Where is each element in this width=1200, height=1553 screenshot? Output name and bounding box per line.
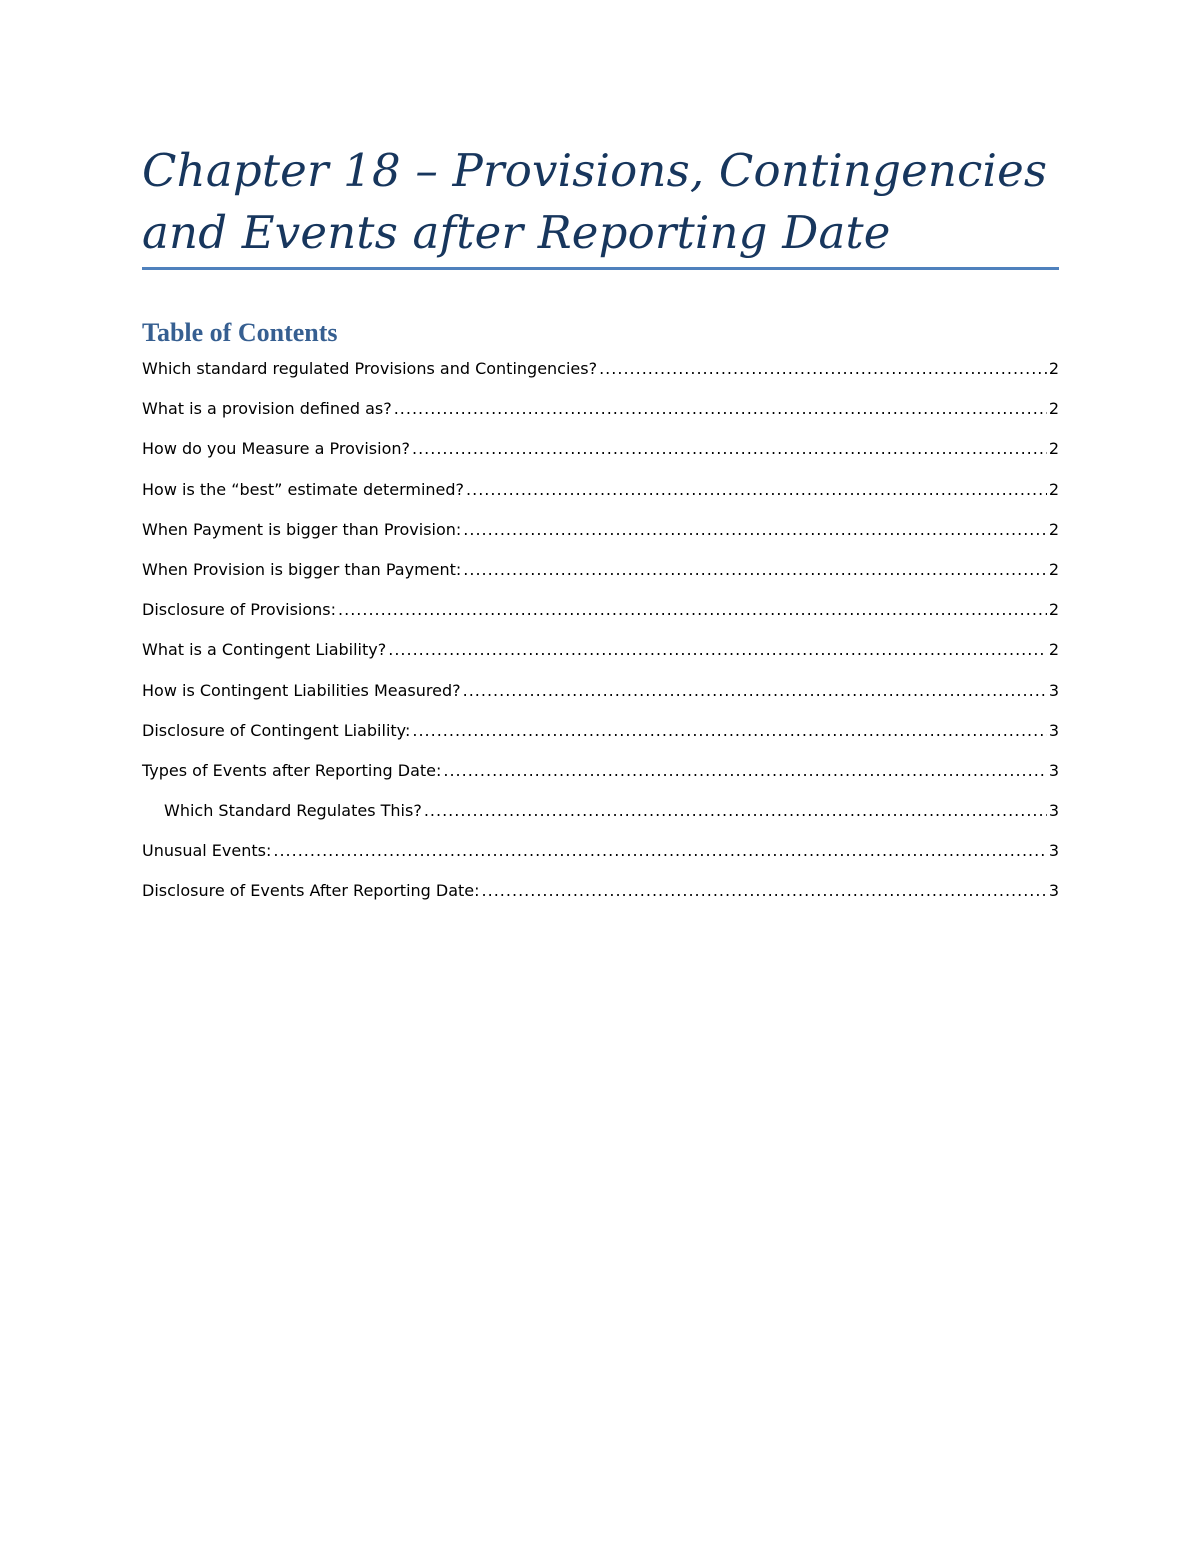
toc-heading: Table of Contents bbox=[142, 318, 338, 347]
toc-page-number: 2 bbox=[1048, 439, 1059, 459]
toc-dot-leader bbox=[394, 394, 1047, 424]
toc-page-number: 3 bbox=[1048, 760, 1059, 780]
toc-entry-text: Which standard regulated Provisions and Contingencies? bbox=[142, 359, 598, 378]
toc-entry[interactable] bbox=[142, 756, 1059, 796]
toc-entry[interactable] bbox=[142, 836, 1059, 876]
toc-entry-text: Disclosure of Provisions: bbox=[142, 600, 337, 620]
toc-dot-leader bbox=[466, 475, 1047, 505]
toc-entry[interactable] bbox=[142, 635, 1059, 675]
toc-entry-text: How do you Measure a Provision? bbox=[142, 439, 410, 459]
toc-entry[interactable] bbox=[142, 876, 1059, 916]
toc-dot-leader bbox=[338, 595, 1047, 625]
toc-dot-leader bbox=[443, 756, 1046, 786]
toc-entry-text: What is a provision defined as? bbox=[142, 399, 392, 419]
title-underline-rule bbox=[142, 267, 1059, 270]
toc-entry-text: Disclosure of Contingent Liability: bbox=[142, 720, 411, 740]
toc-page-number: 3 bbox=[1048, 801, 1059, 821]
toc-dot-leader bbox=[482, 876, 1047, 906]
toc-entry[interactable] bbox=[142, 394, 1059, 434]
toc-entry-text: When Provision is bigger than Payment: bbox=[142, 559, 462, 579]
toc-entry[interactable] bbox=[142, 475, 1059, 515]
toc-entry-text: Disclosure of Events After Reporting Date: bbox=[142, 881, 480, 901]
toc-page-number: 2 bbox=[1048, 519, 1059, 539]
toc-dot-leader bbox=[463, 515, 1047, 545]
toc-entry-text: How is the “best” estimate determined? bbox=[142, 479, 465, 499]
toc-dot-leader bbox=[599, 354, 1047, 384]
document-title: Chapter 18 – Provisions, Contingencies and Events after Reporting Date bbox=[142, 144, 1048, 259]
toc-entry-text: Which Standard Regulates This? bbox=[164, 801, 422, 821]
toc-page-number: 3 bbox=[1048, 720, 1059, 740]
toc-entry[interactable] bbox=[142, 676, 1059, 716]
toc-page-number: 3 bbox=[1048, 841, 1059, 861]
toc-dot-leader bbox=[412, 716, 1046, 746]
toc-page-number: 3 bbox=[1048, 881, 1059, 901]
toc-entry-text: When Payment is bigger than Provision: bbox=[142, 519, 462, 539]
toc-subentry[interactable] bbox=[142, 796, 1059, 836]
toc-dot-leader bbox=[424, 796, 1047, 826]
table-of-contents bbox=[142, 354, 1059, 917]
toc-entry[interactable] bbox=[142, 434, 1059, 474]
toc-entry[interactable] bbox=[142, 515, 1059, 555]
toc-entry[interactable] bbox=[142, 354, 1059, 394]
toc-page-number: 3 bbox=[1048, 680, 1059, 700]
toc-entry[interactable] bbox=[142, 595, 1059, 635]
toc-entry[interactable] bbox=[142, 716, 1059, 756]
toc-entry-text: What is a Contingent Liability? bbox=[142, 640, 387, 660]
toc-dot-leader bbox=[273, 836, 1046, 866]
toc-page-number: 2 bbox=[1048, 640, 1059, 660]
toc-page-number: 2 bbox=[1048, 399, 1059, 419]
toc-entry-text: Types of Events after Reporting Date: bbox=[142, 760, 442, 780]
toc-dot-leader bbox=[412, 434, 1047, 464]
toc-page-number: 2 bbox=[1048, 359, 1059, 378]
toc-dot-leader bbox=[388, 635, 1047, 665]
toc-dot-leader bbox=[463, 555, 1047, 585]
toc-entry-text: How is Contingent Liabilities Measured? bbox=[142, 680, 461, 700]
toc-page-number: 2 bbox=[1048, 479, 1059, 499]
toc-entry-text: Unusual Events: bbox=[142, 841, 272, 861]
toc-page-number: 2 bbox=[1048, 559, 1059, 579]
toc-page-number: 2 bbox=[1048, 600, 1059, 620]
toc-entry[interactable] bbox=[142, 555, 1059, 595]
toc-dot-leader bbox=[463, 676, 1047, 706]
